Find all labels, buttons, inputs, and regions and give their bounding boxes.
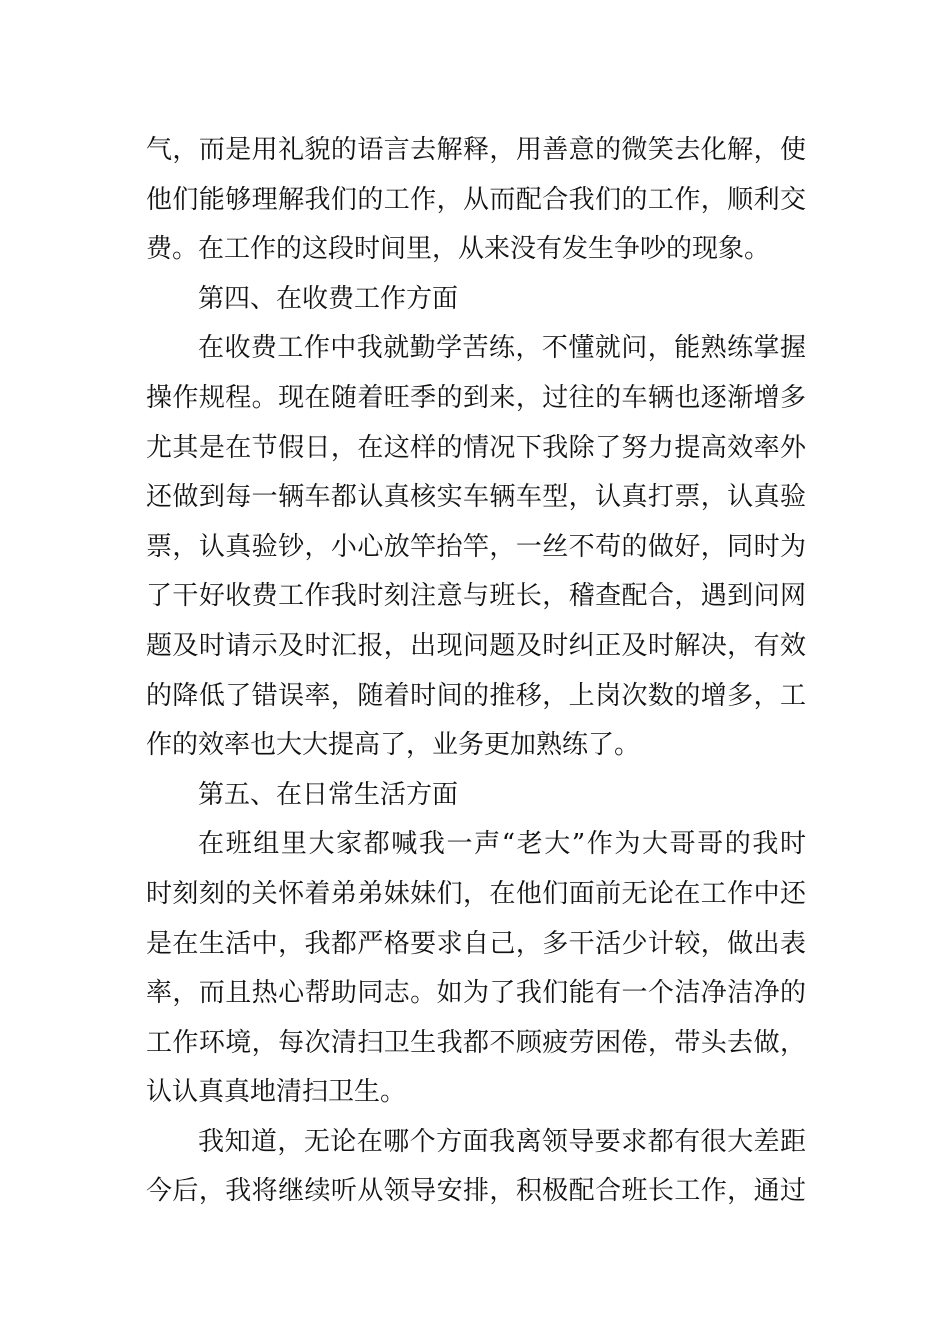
section-heading: 第四、在收费工作方面 [198, 283, 459, 314]
text-line: 他们能够理解我们的工作，从而配合我们的工作，顺利交 [146, 184, 806, 215]
text-line: 我知道，无论在哪个方面我离领导要求都有很大差距 [198, 1126, 806, 1157]
text-line: 时刻刻的关怀着弟弟妹妹们，在他们面前无论在工作中还 [146, 878, 806, 909]
text-line: 作的效率也大大提高了，业务更加熟练了。 [146, 730, 641, 761]
text-line: 在班组里大家都喊我一声“老大”作为大哥哥的我时 [198, 829, 806, 860]
text-line: 率，而且热心帮助同志。如为了我们能有一个洁净洁净的 [146, 978, 806, 1009]
text-line: 工作环境，每次清扫卫生我都不顾疲劳困倦，带头去做， [146, 1027, 806, 1058]
text-line: 还做到每一辆车都认真核实车辆车型，认真打票，认真验 [146, 482, 806, 513]
text-line: 了干好收费工作我时刻注意与班长，稽查配合，遇到问网 [146, 581, 806, 612]
text-line: 费。在工作的这段时间里，从来没有发生争吵的现象。 [146, 234, 771, 265]
text-line: 票，认真验钞，小心放竿抬竿，一丝不苟的做好，同时为 [146, 531, 806, 562]
section-heading: 第五、在日常生活方面 [198, 779, 459, 810]
text-line: 是在生活中，我都严格要求自己，多干活少计较，做出表 [146, 928, 806, 959]
text-line: 认认真真地清扫卫生。 [146, 1077, 407, 1108]
text-line: 今后，我将继续听从领导安排，积极配合班长工作，通过 [146, 1176, 806, 1207]
text-line: 在收费工作中我就勤学苦练，不懂就问，能熟练掌握 [198, 333, 806, 364]
text-line: 尤其是在节假日，在这样的情况下我除了努力提高效率外 [146, 432, 806, 463]
document-body [146, 126, 806, 1217]
text-line: 题及时请示及时汇报，出现问题及时纠正及时解决，有效 [146, 630, 806, 661]
text-line: 气，而是用礼貌的语言去解释，用善意的微笑去化解，使 [146, 135, 806, 165]
text-line: 操作规程。现在随着旺季的到来，过往的车辆也逐渐增多 [146, 382, 806, 413]
text-line: 的降低了错误率，随着时间的推移，上岗次数的增多，工 [146, 680, 806, 711]
